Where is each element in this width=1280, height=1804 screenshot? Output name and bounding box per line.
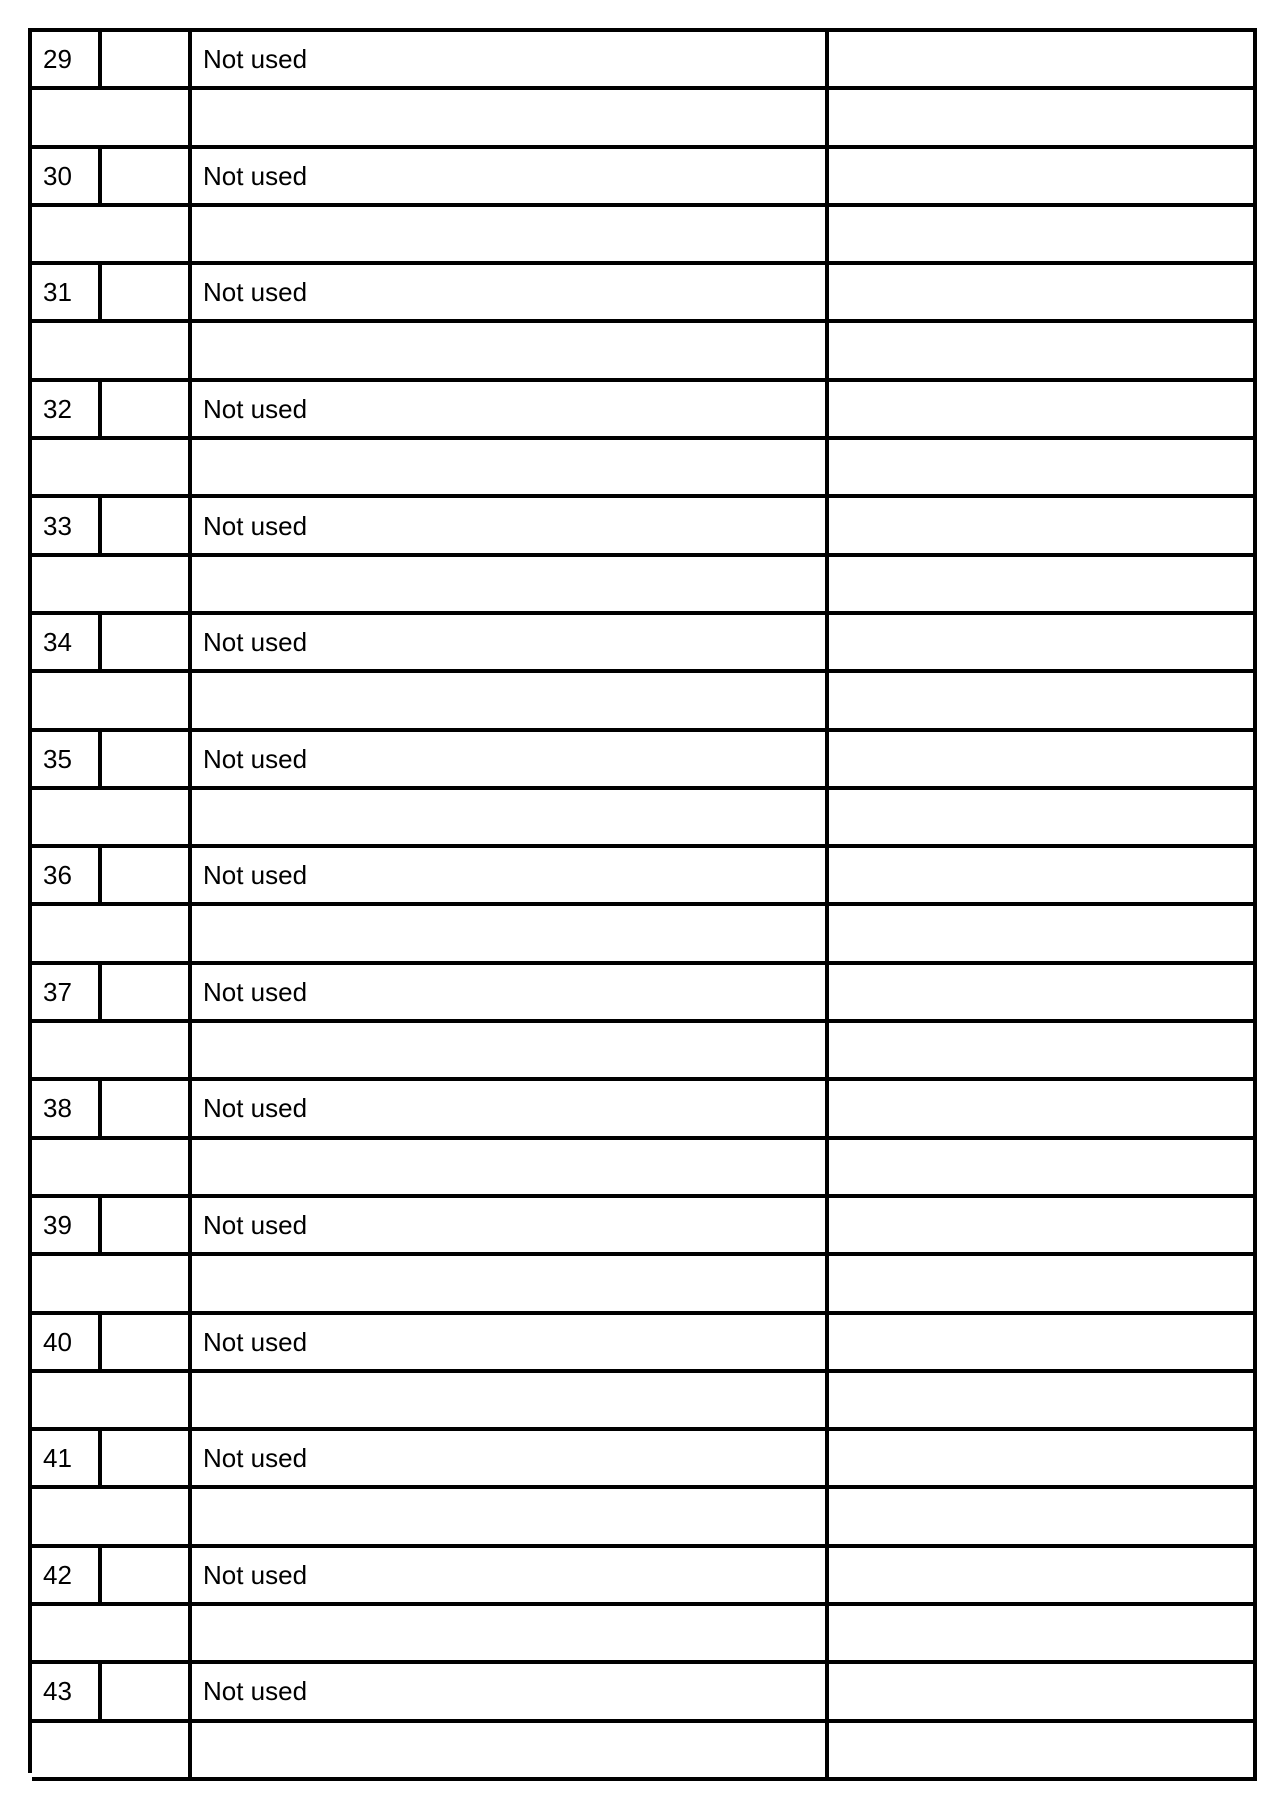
subrow-value-cell [829,557,1257,615]
row-blank-cell [102,732,192,790]
subrow-label-cell [32,440,192,498]
subrow-description-cell [192,440,829,498]
row-value-cell [829,1664,1257,1722]
row-value-cell [829,1081,1257,1139]
subrow-label-cell [32,90,192,148]
subrow-label-cell [32,323,192,381]
table-subrow [32,1373,1257,1431]
table-row [32,1081,1257,1139]
row-number-cell: 34 [32,615,102,673]
table-subrow [32,90,1257,148]
row-description-cell: Not used [192,732,829,790]
row-blank-cell [102,848,192,906]
subrow-description-cell [192,1023,829,1081]
subrow-description-cell [192,557,829,615]
row-value-cell [829,498,1257,556]
row-number-cell: 32 [32,382,102,440]
subrow-value-cell [829,906,1257,964]
row-blank-cell [102,1081,192,1139]
row-value-cell [829,32,1257,90]
subrow-description-cell [192,1140,829,1198]
row-value-cell [829,149,1257,207]
row-description-cell: Not used [192,1431,829,1489]
subrow-value-cell [829,440,1257,498]
subrow-label-cell [32,1023,192,1081]
subrow-description-cell [192,1373,829,1431]
row-value-cell [829,382,1257,440]
subrow-description-cell [192,1256,829,1314]
row-value-cell [829,1431,1257,1489]
subrow-value-cell [829,790,1257,848]
table-subrow [32,1023,1257,1081]
subrow-value-cell [829,1723,1257,1781]
row-blank-cell [102,382,192,440]
subrow-label-cell [32,1606,192,1664]
row-description-cell: Not used [192,848,829,906]
subrow-description-cell [192,1723,829,1781]
row-number-cell: 42 [32,1548,102,1606]
subrow-description-cell [192,207,829,265]
subrow-label-cell [32,1140,192,1198]
row-description-cell: Not used [192,149,829,207]
subrow-label-cell [32,673,192,731]
table-subrow [32,207,1257,265]
table-row [32,1198,1257,1256]
subrow-label-cell [32,1723,192,1781]
row-number-cell: 29 [32,32,102,90]
table-subrow [32,906,1257,964]
table-row [32,32,1257,90]
table-row [32,848,1257,906]
subrow-value-cell [829,1023,1257,1081]
row-blank-cell [102,265,192,323]
row-blank-cell [102,149,192,207]
subrow-description-cell [192,323,829,381]
row-description-cell: Not used [192,498,829,556]
table-subrow [32,323,1257,381]
subrow-label-cell [32,790,192,848]
subrow-label-cell [32,906,192,964]
subrow-description-cell [192,1606,829,1664]
row-blank-cell [102,1431,192,1489]
table-row [32,965,1257,1023]
row-value-cell [829,265,1257,323]
row-number-cell: 30 [32,149,102,207]
table-subrow [32,673,1257,731]
table-subrow [32,790,1257,848]
table-row [32,1431,1257,1489]
subrow-description-cell [192,673,829,731]
row-description-cell: Not used [192,1548,829,1606]
parameter-table-sheet [28,28,1257,1773]
table-row [32,265,1257,323]
row-blank-cell [102,1198,192,1256]
row-value-cell [829,732,1257,790]
row-description-cell: Not used [192,1081,829,1139]
row-description-cell: Not used [192,32,829,90]
subrow-description-cell [192,90,829,148]
row-description-cell: Not used [192,1198,829,1256]
subrow-value-cell [829,1373,1257,1431]
table-row [32,615,1257,673]
row-number-cell: 37 [32,965,102,1023]
table-row [32,149,1257,207]
row-number-cell: 33 [32,498,102,556]
row-value-cell [829,1198,1257,1256]
row-number-cell: 35 [32,732,102,790]
row-description-cell: Not used [192,965,829,1023]
parameter-table-body [32,32,1257,1781]
row-blank-cell [102,1548,192,1606]
row-value-cell [829,615,1257,673]
table-row [32,1664,1257,1722]
subrow-description-cell [192,906,829,964]
subrow-value-cell [829,323,1257,381]
row-blank-cell [102,615,192,673]
row-number-cell: 40 [32,1315,102,1373]
table-subrow [32,1489,1257,1547]
subrow-value-cell [829,1606,1257,1664]
row-number-cell: 43 [32,1664,102,1722]
subrow-label-cell [32,557,192,615]
subrow-value-cell [829,207,1257,265]
row-number-cell: 31 [32,265,102,323]
subrow-label-cell [32,1489,192,1547]
table-row [32,732,1257,790]
table-subrow [32,1140,1257,1198]
table-row [32,1548,1257,1606]
subrow-value-cell [829,1256,1257,1314]
row-description-cell: Not used [192,382,829,440]
table-subrow [32,440,1257,498]
table-row [32,1315,1257,1373]
subrow-value-cell [829,673,1257,731]
parameter-table [32,32,1257,1781]
row-value-cell [829,1548,1257,1606]
subrow-label-cell [32,207,192,265]
row-value-cell [829,965,1257,1023]
table-row [32,382,1257,440]
row-blank-cell [102,1664,192,1722]
table-subrow [32,557,1257,615]
row-blank-cell [102,965,192,1023]
row-number-cell: 39 [32,1198,102,1256]
table-row [32,498,1257,556]
table-subrow [32,1256,1257,1314]
row-description-cell: Not used [192,615,829,673]
subrow-description-cell [192,790,829,848]
table-subrow [32,1606,1257,1664]
subrow-value-cell [829,1140,1257,1198]
row-number-cell: 41 [32,1431,102,1489]
subrow-label-cell [32,1373,192,1431]
row-number-cell: 36 [32,848,102,906]
row-blank-cell [102,1315,192,1373]
row-value-cell [829,1315,1257,1373]
row-description-cell: Not used [192,1315,829,1373]
subrow-value-cell [829,1489,1257,1547]
subrow-value-cell [829,90,1257,148]
subrow-label-cell [32,1256,192,1314]
row-description-cell: Not used [192,265,829,323]
row-blank-cell [102,32,192,90]
row-number-cell: 38 [32,1081,102,1139]
row-blank-cell [102,498,192,556]
subrow-description-cell [192,1489,829,1547]
row-description-cell: Not used [192,1664,829,1722]
row-value-cell [829,848,1257,906]
table-subrow [32,1723,1257,1781]
